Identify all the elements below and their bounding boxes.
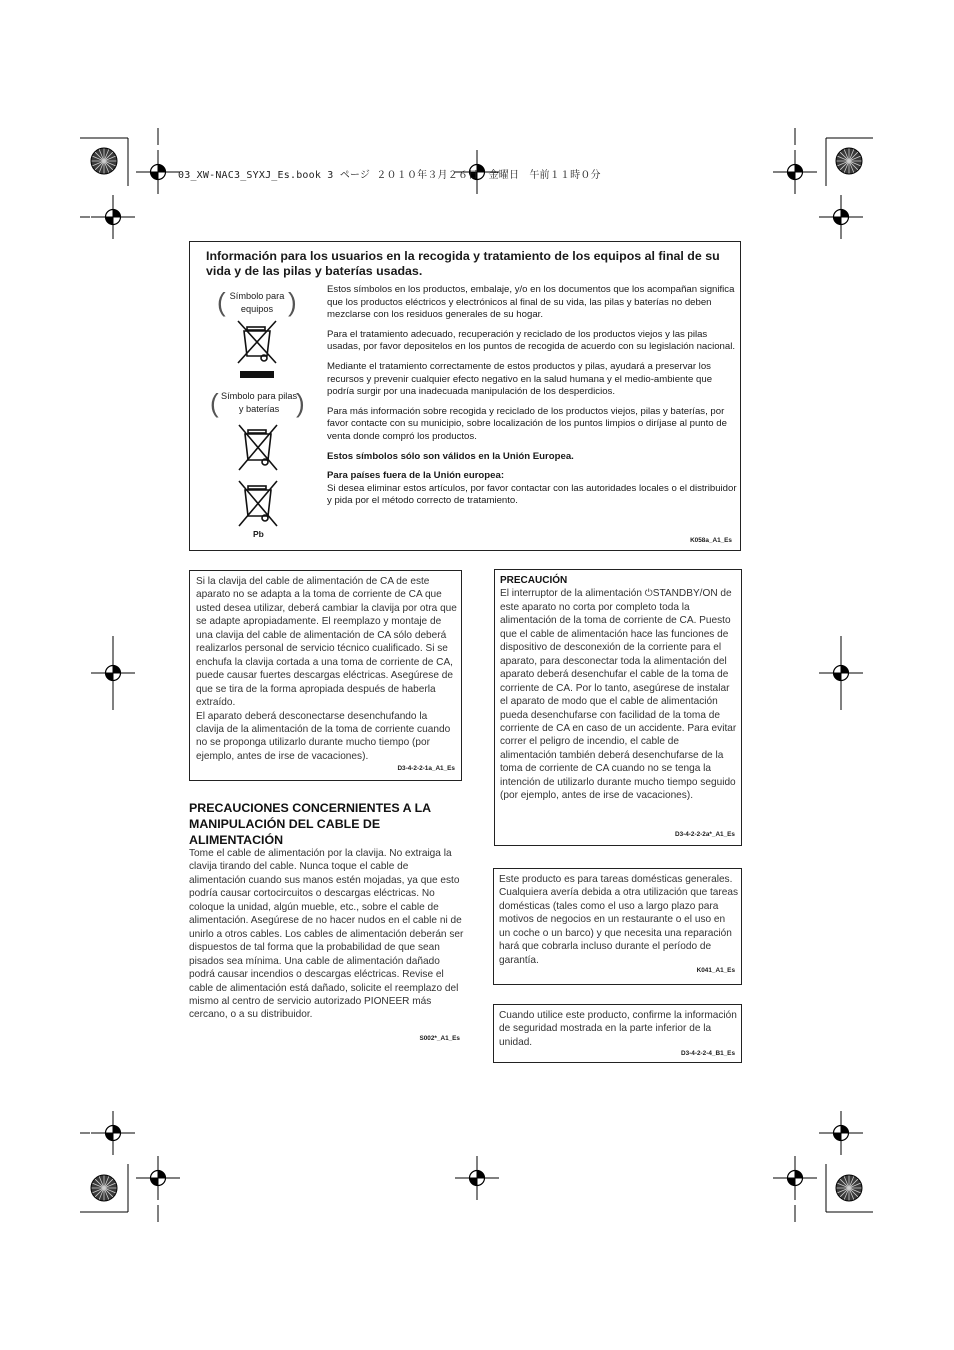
- plug-warning-text: [196, 575, 458, 763]
- registration-mark-icon: [455, 1156, 499, 1200]
- caution-box: [494, 569, 742, 846]
- weee-info-box: [189, 241, 741, 551]
- plug-warning-text-2: El aparato deberá desconectarse desenchufando la clavija de la alimentación de la toma de corriente cuando no se proponga utilizarlo durante mucho tiempo (por ejemplo, antes de irse de vacaciones).: [196, 710, 451, 762]
- registration-mark-icon: [91, 195, 135, 239]
- safety-info-box: [493, 1004, 742, 1063]
- weee-text: [327, 284, 737, 515]
- caution-text: [500, 574, 738, 803]
- registration-mark-icon: [136, 1156, 180, 1200]
- registration-mark-icon: [819, 195, 863, 239]
- paren-right: ): [296, 388, 305, 418]
- crossed-out-wheelie-bin-icon: [234, 318, 280, 380]
- book-header-line: 03_XW-NAC3_SYXJ_Es.book 3 ページ ２０１０年３月２６日 金曜日 午前１１時０分: [178, 170, 601, 181]
- safety-info-text: Cuando utilice este producto, confirme la información de seguridad mostrada en la parte inferior de la unidad.: [499, 1010, 737, 1048]
- color-wheel-icon: [836, 1175, 862, 1201]
- caution-heading: PRECAUCIÓN: [500, 575, 568, 586]
- weee-paragraph: Mediante el tratamiento correctamente de estos productos y pilas, ayudará a preservar los recursos y prevenir cualquier efecto negativo en la salud humana y el medio-ambiente que podría surgir por una inadecuada manipulación de los desperdicios.: [327, 360, 713, 398]
- power-cord-code: S002*_A1_Es: [419, 1035, 460, 1042]
- paren-right: ): [288, 287, 297, 317]
- domestic-use-code: K041_A1_Es: [696, 967, 735, 974]
- symbol-batteries-label: Símbolo para pilas y baterías: [220, 391, 298, 414]
- symbol-equipment-label: Símbolo para equipos: [229, 291, 285, 314]
- weee-title: Información para los usuarios en la recogida y tratamiento de los equipos al final de su vida y de las pilas y baterías usadas.: [206, 249, 720, 278]
- registration-mark-icon: [91, 1111, 135, 1155]
- safety-info-code: D3-4-2-2-4_B1_Es: [681, 1050, 735, 1057]
- registration-mark-icon: [819, 1111, 863, 1155]
- standby-power-icon: ⏻: [644, 588, 653, 600]
- crossed-out-wheelie-bin-icon: [235, 480, 281, 530]
- plug-warning-code: D3-4-2-2-1a_A1_Es: [397, 765, 455, 772]
- power-cord-text: Tome el cable de alimentación por la clavija. No extraiga la clavija tirando del cable. Nunca toque el cable de alimentación cuando sus manos estén mojadas, ya que esto podría causar cortocircuitos o descargas eléctricas. No coloque la unidad, algún mueble, etc., sobre el cable de alimentación. Asegúrese de no hacer nudos en el cable ni de unirlo a otros cables. Los cables de alimentación deberán ser dispuestos de tal forma que la probabilidad de que sean pisados sea mínima. Una cable de alimentación dañado podrá causar incendios o descargas eléctricas. Revise el cable de alimentación está dañado, solicite el reemplazo del mismo al centro de servicio autorizado PIONEER más cercano, o a su distribuidor.: [189, 848, 464, 1021]
- caution-code: D3-4-2-2-2a*_A1_Es: [674, 831, 735, 838]
- caution-text-before: El interruptor de la alimentación: [500, 588, 645, 600]
- weee-outside-eu-heading: Para países fuera de la Unión europea:: [327, 470, 505, 482]
- plug-warning-box: [189, 570, 462, 781]
- power-cord-title: PRECAUCIONES CONCERNIENTES A LA MANIPULACIÓN DEL CABLE DE ALIMENTACIÓN: [189, 801, 431, 847]
- weee-outside-eu-text: Si desea eliminar estos artículos, por favor contactar con las autoridades locales o el distribuidor y pida por el método correcto de tratamiento.: [327, 482, 737, 507]
- caution-text-after: STANDBY/ON de este aparato no corta por completo toda la alimentación de la toma de corriente de CA. Puesto que el cable de alimentación hace las funciones de dispositivo de desconexión de la corriente para el aparato, para desconectar toda la alimentación del aparato deberá desenchufar el cable de la toma de corriente de CA. Por lo tanto, asegúrese de instalar el aparato de modo que el cable de alimentación pueda desenchufarse con facilidad de la toma de corriente de CA en caso de un accidente. Para evitar correr el peligro de incendio, el cable de alimentación también deberá desenchufarse de la toma de corriente de CA cuando no se tenga la intención de utilizarlo durante mucho tiempo seguido (por ejemplo, antes de irse de vacaciones).: [500, 588, 737, 802]
- color-wheel-icon: [91, 1175, 117, 1201]
- registration-mark-icon: [773, 1156, 817, 1200]
- registration-mark-icon: [773, 150, 817, 194]
- weee-paragraph: Estos símbolos en los productos, embalaje, y/o en los documentos que los acompañan significa que los productos eléctricos y electrónicos al final de su vida, las pilas y baterías no deben mezclarse con los residuos generales de su hogar.: [327, 284, 735, 321]
- weee-paragraph: Para más información sobre recogida y reciclado de los productos viejos, pilas y baterías, por favor contacte con su municipio, sobre localización de los puntos limpios o diríjase al punto de venta donde compró los productos.: [327, 405, 727, 442]
- color-wheel-icon: [91, 148, 117, 174]
- domestic-use-text: Este producto es para tareas domésticas generales. Cualquiera avería debida a otra utilización que tareas domésticas (tales como el uso a largo plazo para motivos de negocios en un restaurante o el uso en un coche o un barco) y que necesita una reparación hará que cobrarla incluso durante el período de garantía.: [499, 874, 739, 966]
- registration-mark-icon: [136, 150, 180, 194]
- paren-left: (: [210, 388, 219, 418]
- pb-label: Pb: [253, 529, 264, 539]
- weee-eu-only: Estos símbolos sólo son válidos en la Unión Europea.: [327, 450, 574, 462]
- crossed-out-wheelie-bin-icon: [235, 424, 281, 474]
- paren-left: (: [217, 287, 226, 317]
- plug-warning-text-1: Si la clavija del cable de alimentación de CA de este aparato no se adapta a la toma de corriente de CA que usted desea utilizar, deberá cambiar la clavija por otra que se adapte apropiadamente. El reemplazo y montaje de una clavija del cable de alimentación de CA sólo deberá realizarlos personal de servicio técnico cualificado. Si se enchufa la clavija cortada a una toma de corriente de CA, puede causar fuertes descargas eléctricas. Asegúrese de que se tira de la forma apropiada después de haberla extraído.: [196, 576, 457, 709]
- weee-paragraph: Para el tratamiento adecuado, recuperación y reciclado de los productos viejos y las pilas usadas, por favor depositelos en los puntos de recogida de acuerdo con su legislación nacional.: [327, 328, 736, 353]
- weee-code: K058a_A1_Es: [690, 537, 732, 544]
- color-wheel-icon: [836, 148, 862, 174]
- domestic-use-box: [493, 868, 742, 985]
